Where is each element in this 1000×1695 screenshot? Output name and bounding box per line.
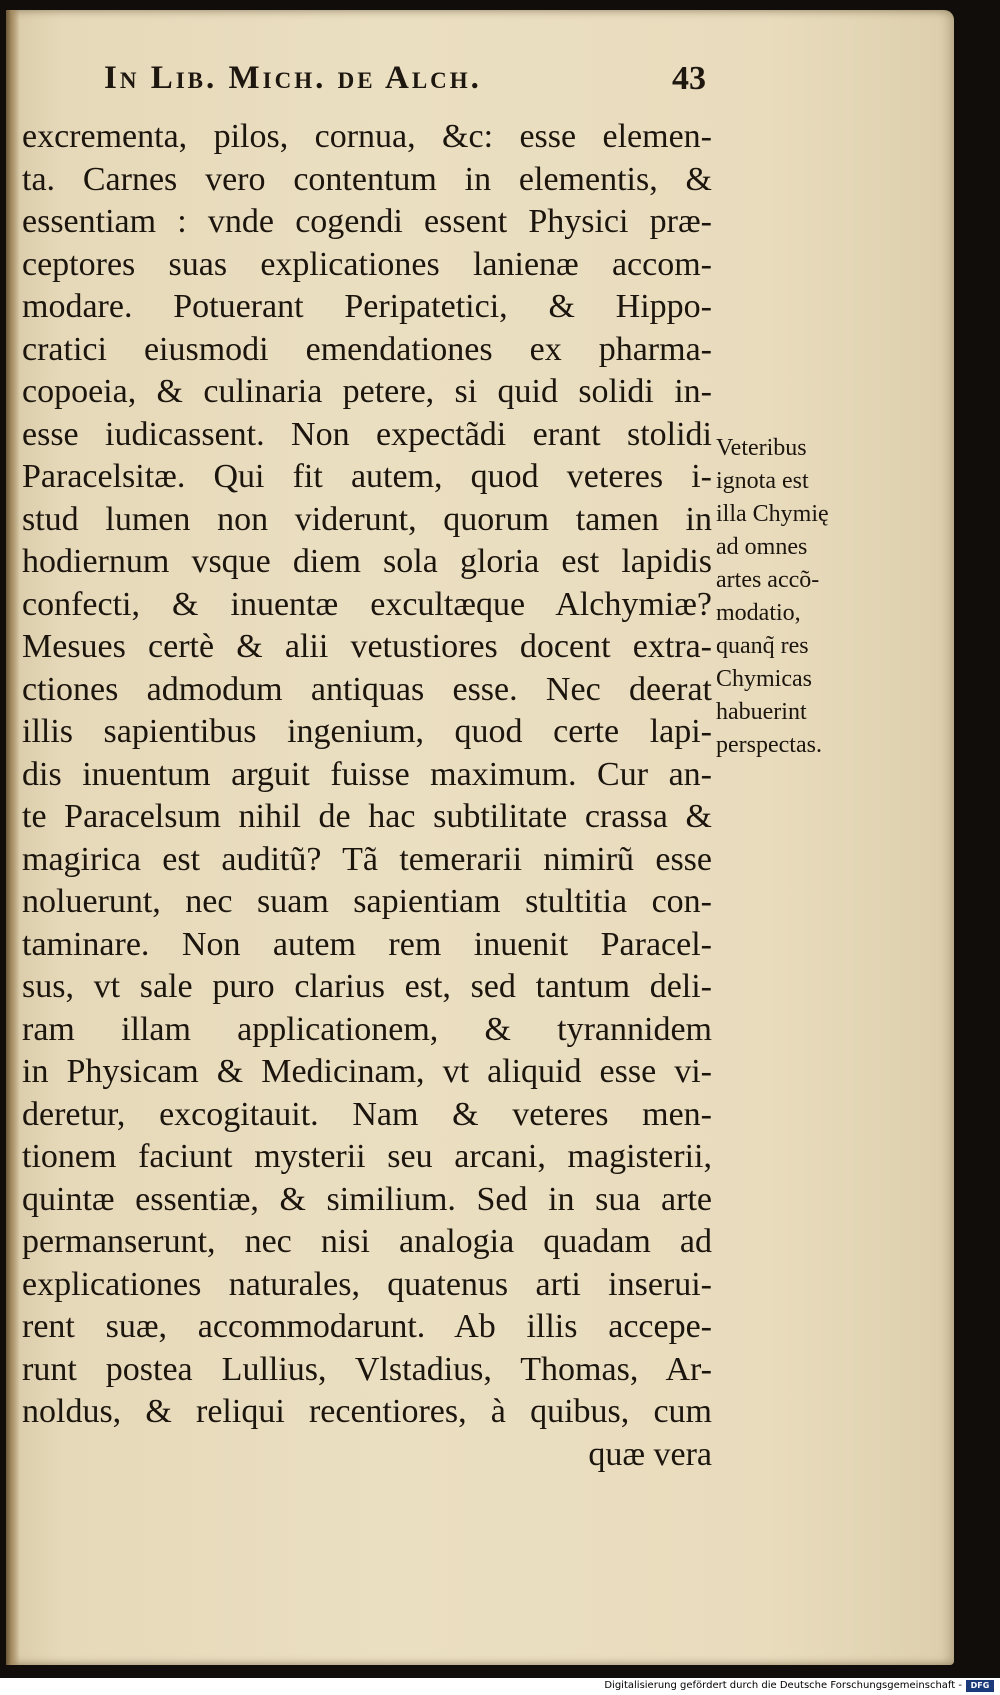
text-line: ta. Carnes vero contentum in elementis, & (22, 160, 712, 198)
digitization-credit: Digitalisierung gefördert durch die Deutsche Forschungsgemeinschaft - (604, 1680, 962, 1691)
marginal-note-line: illa Chymię (716, 501, 829, 527)
marginal-note-line: habuerint (716, 699, 807, 725)
text-line: permanserunt, nec nisi analogia quadam ad (22, 1223, 712, 1260)
text-line: noluerunt, nec suam sapientiam stultitia con- (22, 883, 712, 920)
text-line: taminare. Non autem rem inuenit Paracel- (22, 925, 712, 963)
text-line: hodiernum vsque diem sola gloria est lapidis (22, 543, 712, 580)
text-line: dis inuentum arguit fuisse maximum. Cur an- (22, 755, 712, 793)
text-line: te Paracelsum nihil de hac subtilitate crassa & (22, 798, 712, 835)
main-text-block (22, 116, 712, 1476)
marginal-note-line: modatio, (716, 600, 801, 626)
marginal-note-line: perspectas. (716, 732, 822, 758)
text-line: esse iudicassent. Non expectãdi erant stolidi (22, 415, 712, 453)
marginal-note-line: artes accõ- (716, 567, 820, 593)
text-line: rent suæ, accommodarunt. Ab illis accepe- (22, 1308, 712, 1345)
text-line: excrementa, pilos, cornua, &c: esse elemen- (22, 118, 712, 155)
text-line: ram illam applicationem, & tyrannidem (22, 1010, 712, 1048)
text-line: deretur, excogitauit. Nam & veteres men- (22, 1095, 712, 1133)
text-line: illis sapientibus ingenium, quod certe lapi- (22, 713, 712, 750)
text-line: quæ vera (588, 1435, 712, 1473)
marginal-note-line: quanq̃ res (716, 633, 809, 659)
text-line: essentiam : vnde cogendi essent Physici præ- (22, 203, 712, 240)
marginal-note-line: ignota est (716, 468, 809, 494)
text-line: magirica est auditũ? Tã temerarii nimirũ esse (22, 840, 712, 878)
text-line: tionem faciunt mysterii seu arcani, magisterii, (22, 1138, 712, 1175)
text-line: ceptores suas explicationes lanienæ accom- (22, 245, 712, 283)
marginal-note-line: Chymicas (716, 666, 812, 692)
text-line: Mesues certè & alii vetustiores docent extra- (22, 628, 712, 665)
text-line: in Physicam & Medicinam, vt aliquid esse vi- (22, 1053, 712, 1090)
dfg-logo: DFG (966, 1680, 994, 1692)
text-line: explicationes naturales, quatenus arti inserui- (22, 1265, 712, 1303)
text-line: copoeia, & culinaria petere, si quid solidi in- (22, 373, 712, 410)
text-line: sus, vt sale puro clarius est, sed tantum deli- (22, 968, 712, 1005)
marginal-note (716, 432, 866, 762)
text-line: ctiones admodum antiquas esse. Nec deerat (22, 670, 712, 708)
running-head: In Lib. Mich. de Alch. (104, 60, 482, 96)
marginal-note-line: Veteribus (716, 435, 807, 461)
text-line: modare. Potuerant Peripatetici, & Hippo- (22, 288, 712, 325)
text-line: confecti, & inuentæ excultæque Alchymiæ? (22, 585, 712, 623)
text-line: quintæ essentiæ, & similium. Sed in sua arte (22, 1180, 712, 1218)
page-gutter-shadow (6, 10, 20, 1665)
text-line: stud lumen non viderunt, quorum tamen in (22, 500, 712, 538)
page-number: 43 (672, 60, 706, 97)
marginal-note-line: ad omnes (716, 534, 808, 560)
text-line: noldus, & reliqui recentiores, à quibus, cum (22, 1393, 712, 1430)
text-line: runt postea Lullius, Vlstadius, Thomas, Ar- (22, 1350, 712, 1388)
text-line: cratici eiusmodi emendationes ex pharma- (22, 330, 712, 368)
text-line: Paracelsitæ. Qui fit autem, quod veteres i- (22, 458, 712, 495)
